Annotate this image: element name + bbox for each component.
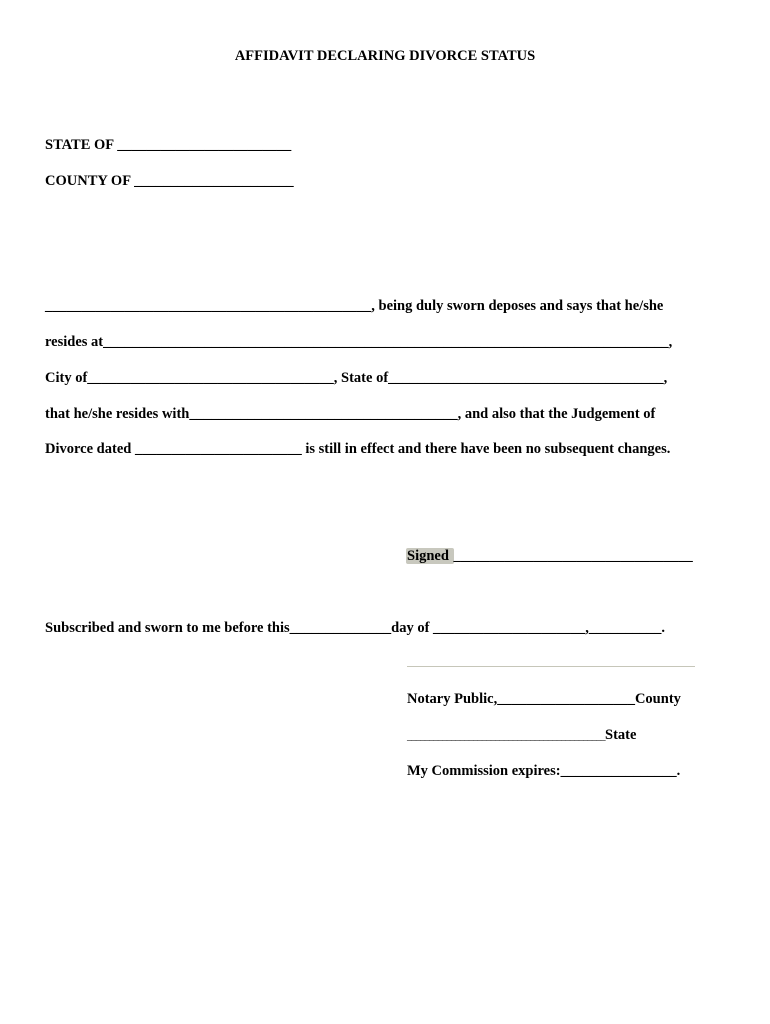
notary-public-line: Notary Public,___________________County [407, 691, 681, 707]
signature-blank: _________________________________ [453, 548, 693, 564]
county-of-field: COUNTY OF ______________________ [45, 173, 294, 189]
resides-with-line: that he/she resides with_____________________________________, and also that the Judgement of [45, 406, 656, 422]
state-blank: _____________________________________________ [407, 731, 606, 742]
notary-signature-rule [407, 666, 695, 667]
signed-label: Signed [407, 548, 453, 564]
subscribed-sworn-line: Subscribed and sworn to me before this______________day of _____________________,__________. [45, 620, 666, 636]
residence-address-line: resides at______________________________________________________________________________, [45, 334, 673, 350]
affiant-name-line: _____________________________________________, being duly sworn deposes and says that he/she [45, 298, 664, 314]
commission-expires-line: My Commission expires:________________. [407, 763, 681, 779]
document-title: AFFIDAVIT DECLARING DIVORCE STATUS [234, 48, 536, 64]
notary-state-line [407, 726, 636, 746]
state-label: State [605, 727, 637, 743]
signature-line [406, 547, 693, 565]
divorce-dated-line: Divorce dated _______________________ is still in effect and there have been no subsequent changes. [45, 441, 671, 457]
state-of-field: STATE OF ________________________ [45, 137, 292, 153]
city-state-line: City of__________________________________, State of______________________________________, [45, 370, 668, 386]
